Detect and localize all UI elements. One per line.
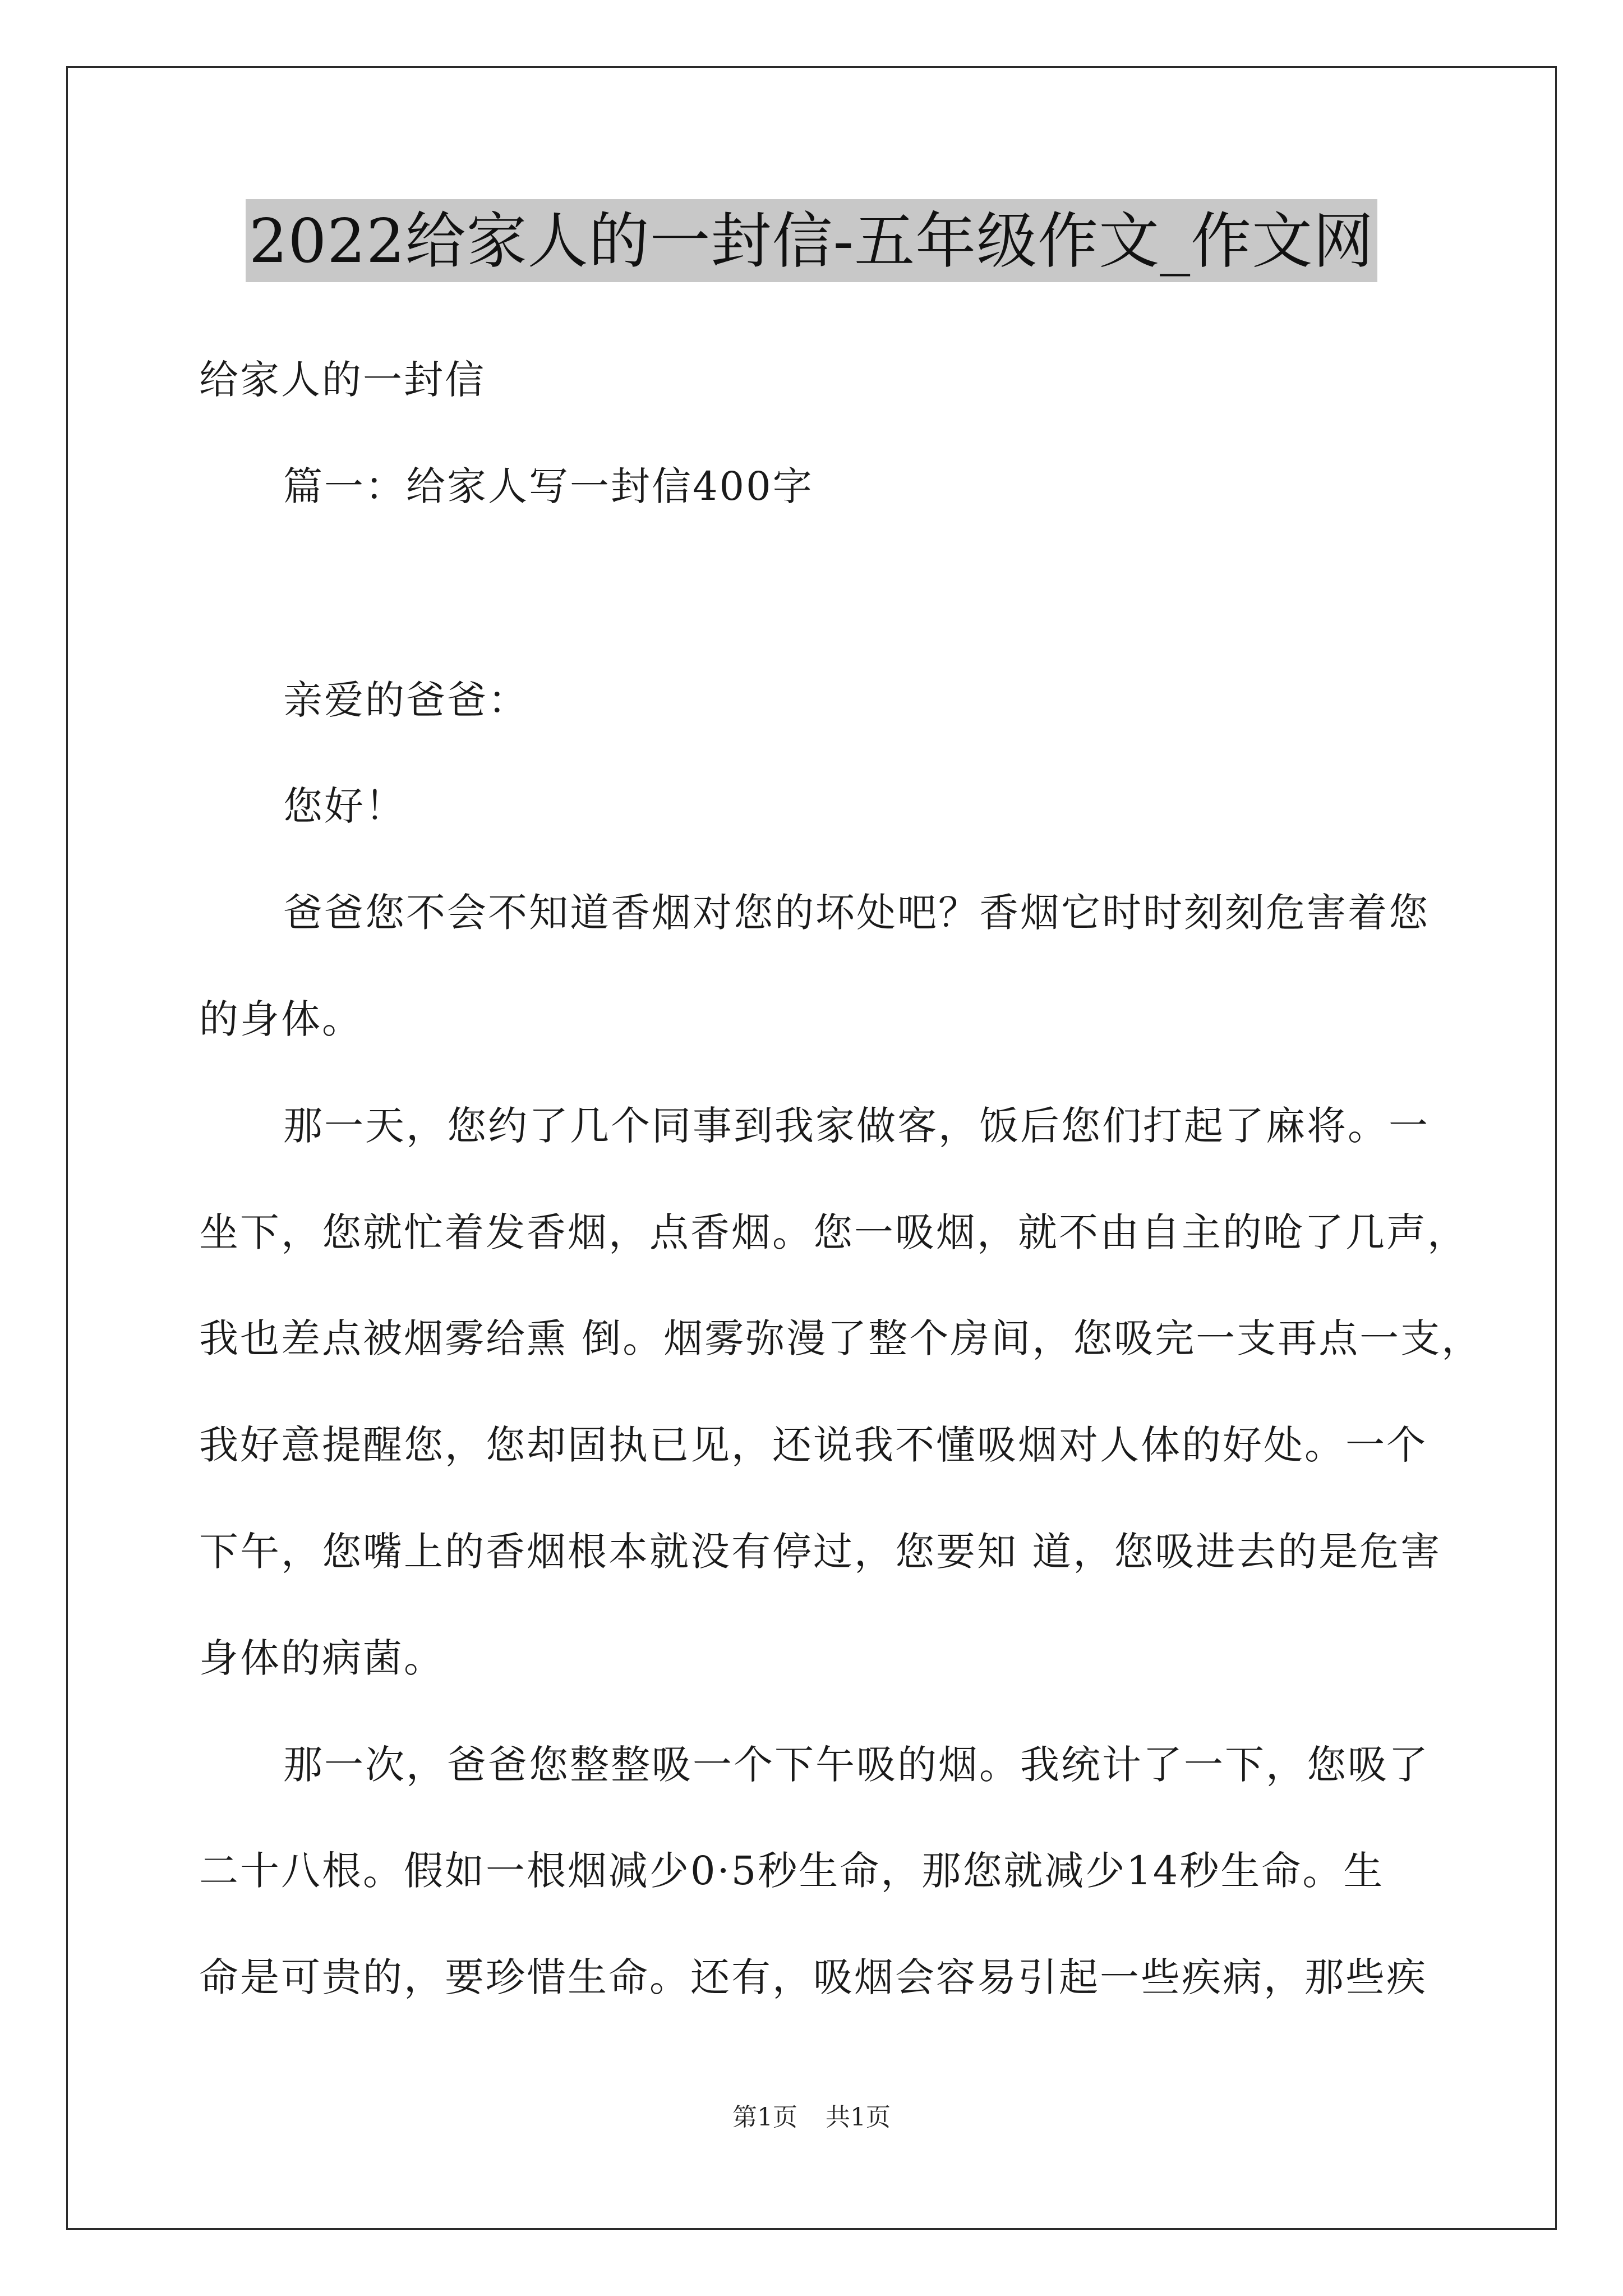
page-number: 第1页 xyxy=(732,2103,797,2132)
body-line: 二十八根。假如一根烟减少0·5秒生命，那您就减少14秒生命。生 xyxy=(199,1848,1385,1894)
body-line: 下午，您嘴上的香烟根本就没有停过，您要知 道，您吸进去的是危害 xyxy=(199,1529,1442,1575)
page-total: 共1页 xyxy=(826,2103,891,2132)
body-line: 那一次，爸爸您整整吸一个下午吸的烟。我统计了一下，您吸了 xyxy=(283,1742,1430,1788)
body-line: 那一天，您约了几个同事到我家做客，饭后您们打起了麻将。一 xyxy=(283,1103,1430,1149)
body-line: 身体的病菌。 xyxy=(199,1635,445,1681)
page-footer xyxy=(0,2101,1623,2134)
title-container xyxy=(0,199,1623,282)
body-line: 我好意提醒您，您却固执已见，还说我不懂吸烟对人体的好处。一个 xyxy=(199,1422,1427,1468)
section-heading: 篇一：给家人写一封信400字 xyxy=(283,463,814,509)
body-line: 的身体。 xyxy=(199,996,363,1042)
greeting: 您好！ xyxy=(283,783,406,829)
document-subtitle: 给家人的一封信 xyxy=(199,357,486,403)
body-line: 命是可贵的，要珍惜生命。还有，吸烟会容易引起一些疾病，那些疾 xyxy=(199,1954,1427,2000)
body-line: 爸爸您不会不知道香烟对您的坏处吧？香烟它时时刻刻危害着您 xyxy=(283,890,1430,936)
document-title: 2022给家人的一封信-五年级作文_作文网 xyxy=(246,199,1377,282)
salutation: 亲爱的爸爸： xyxy=(283,677,529,723)
body-line: 我也差点被烟雾给熏 倒。烟雾弥漫了整个房间，您吸完一支再点一支， xyxy=(199,1315,1483,1361)
body-line: 坐下，您就忙着发香烟，点香烟。您一吸烟，就不由自主的呛了几声， xyxy=(199,1209,1468,1255)
